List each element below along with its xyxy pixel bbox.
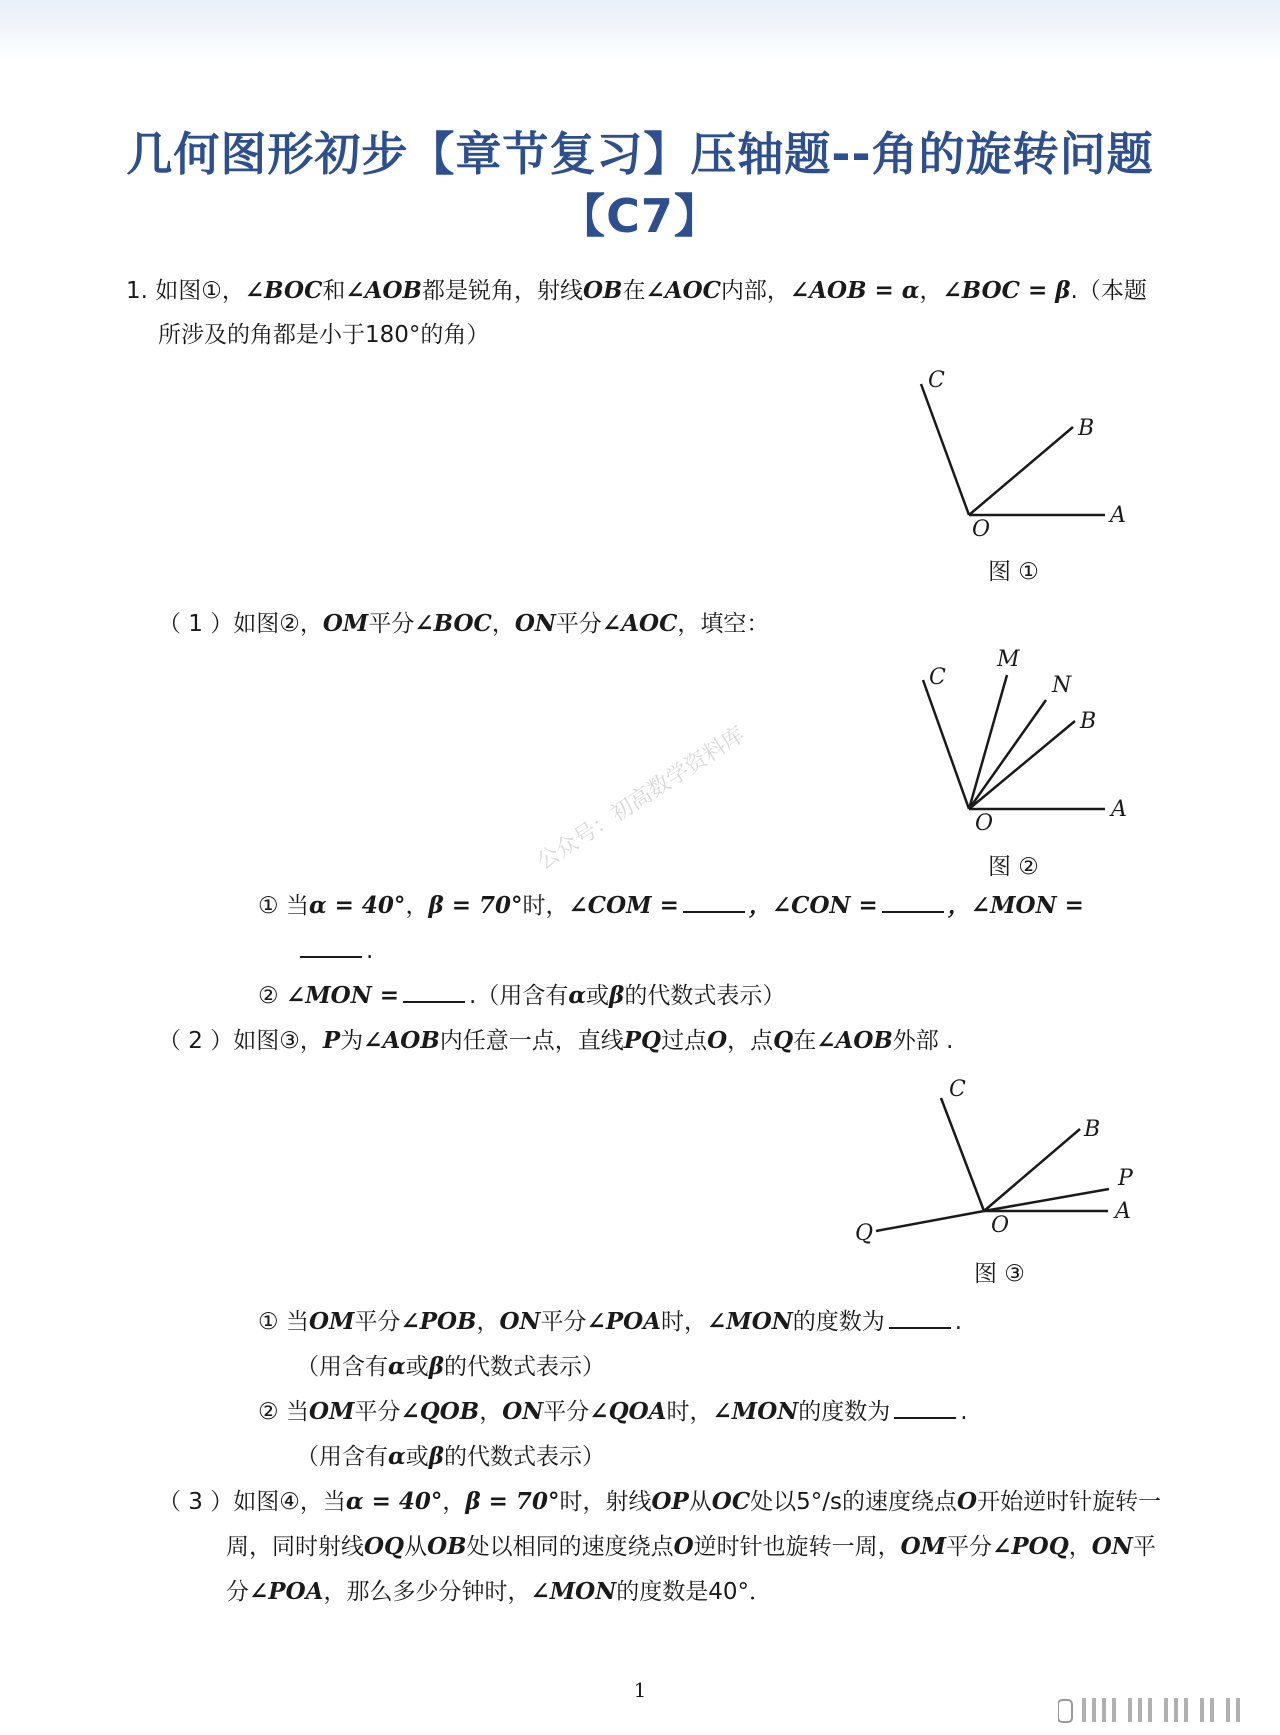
page-title: 几何图形初步【章节复习】压轴题--角的旋转问题 bbox=[126, 127, 1154, 181]
answer-blank[interactable] bbox=[683, 891, 745, 913]
figure-1 bbox=[900, 365, 1140, 545]
figure-2-caption: 图 ② bbox=[988, 854, 1039, 880]
part-1-item-1-cont: . bbox=[296, 936, 373, 966]
label-A: A bbox=[1110, 503, 1126, 528]
figure-3 bbox=[850, 1075, 1140, 1250]
part-2-item-2-note: （用含有α或β的代数式表示） bbox=[296, 1443, 605, 1470]
label-B: B bbox=[1080, 709, 1097, 734]
signal-bars-icon bbox=[1058, 1694, 1250, 1724]
figure-1-caption: 图 ① bbox=[988, 559, 1039, 585]
answer-blank[interactable] bbox=[882, 891, 944, 913]
figure-2 bbox=[900, 647, 1140, 836]
answer-blank[interactable] bbox=[300, 936, 362, 958]
ray-OB bbox=[984, 1129, 1080, 1211]
part-1-item-2: ② ∠MON = .（用含有α或β的代数式表示） bbox=[258, 982, 786, 1009]
label-B: B bbox=[1078, 416, 1095, 441]
ray-OC bbox=[921, 384, 969, 515]
question-number: 1. bbox=[126, 278, 148, 304]
part-3-line3: 分∠POA，那么多少分钟时，∠MON的度数是40°． bbox=[226, 1578, 773, 1605]
page-title-code: 【C7】 bbox=[559, 189, 721, 243]
ray-OB bbox=[969, 427, 1073, 515]
label-B: B bbox=[1084, 1117, 1101, 1142]
label-A: A bbox=[1115, 1199, 1131, 1224]
label-O: O bbox=[972, 517, 991, 542]
part-2-item-1-note: （用含有α或β的代数式表示） bbox=[296, 1353, 605, 1380]
ray-OQ bbox=[876, 1211, 984, 1231]
top-gradient-band bbox=[0, 0, 1280, 62]
part-3-line1: （ 3 ）如图④，当α = 40°，β = 70°时，射线OP从OC处以5°/s的速度绕点O开始逆时针旋转一 bbox=[158, 1488, 1162, 1515]
watermark: 公众号：初高数学资料库 bbox=[532, 722, 750, 876]
label-O: O bbox=[991, 1213, 1010, 1238]
label-Q: Q bbox=[855, 1221, 874, 1246]
ray-OC bbox=[923, 680, 969, 809]
label-A: A bbox=[1111, 797, 1127, 822]
ray-OC bbox=[941, 1098, 984, 1211]
answer-blank[interactable] bbox=[894, 1397, 956, 1419]
answer-blank[interactable] bbox=[889, 1307, 951, 1329]
figure-3-caption: 图 ③ bbox=[974, 1261, 1025, 1287]
question-1-stem-line1: 1. 如图①，∠BOC和∠AOB都是锐角，射线OB在∠AOC内部，∠AOB = α，∠BOC = β.（本题 bbox=[126, 277, 1147, 304]
label-M: M bbox=[997, 647, 1020, 672]
part-3-line2: 周，同时射线OQ从OB处以相同的速度绕点O逆时针也旋转一周，OM平分∠POQ，ON平 bbox=[226, 1533, 1156, 1560]
part-1-prompt: （ 1 ）如图②，OM平分∠BOC，ON平分∠AOC，填空： bbox=[158, 610, 770, 637]
label-O: O bbox=[975, 811, 994, 836]
label-C: C bbox=[929, 665, 946, 690]
label-N: N bbox=[1052, 673, 1072, 698]
page-number: 1 bbox=[633, 1678, 647, 1702]
part-2-item-1: ① 当OM平分∠POB，ON平分∠POA时，∠MON的度数为 . bbox=[258, 1308, 963, 1335]
label-C: C bbox=[928, 368, 945, 393]
question-1-stem-line2: 所涉及的角都是小于180°的角） bbox=[158, 322, 490, 348]
ray-OP bbox=[984, 1189, 1109, 1211]
part-1-item-1: ① 当α = 40°，β = 70°时，∠COM = ，∠CON = ，∠MON = bbox=[258, 892, 1084, 919]
answer-blank[interactable] bbox=[403, 981, 465, 1003]
part-2-item-2: ② 当OM平分∠QOB，ON平分∠QOA时，∠MON的度数为 . bbox=[258, 1398, 968, 1425]
label-C: C bbox=[949, 1077, 966, 1102]
part-2-prompt: （ 2 ）如图③，P为∠AOB内任意一点，直线PQ过点O，点Q在∠AOB外部 . bbox=[158, 1027, 954, 1054]
ray-OM bbox=[969, 675, 1007, 809]
label-P: P bbox=[1118, 1166, 1133, 1191]
